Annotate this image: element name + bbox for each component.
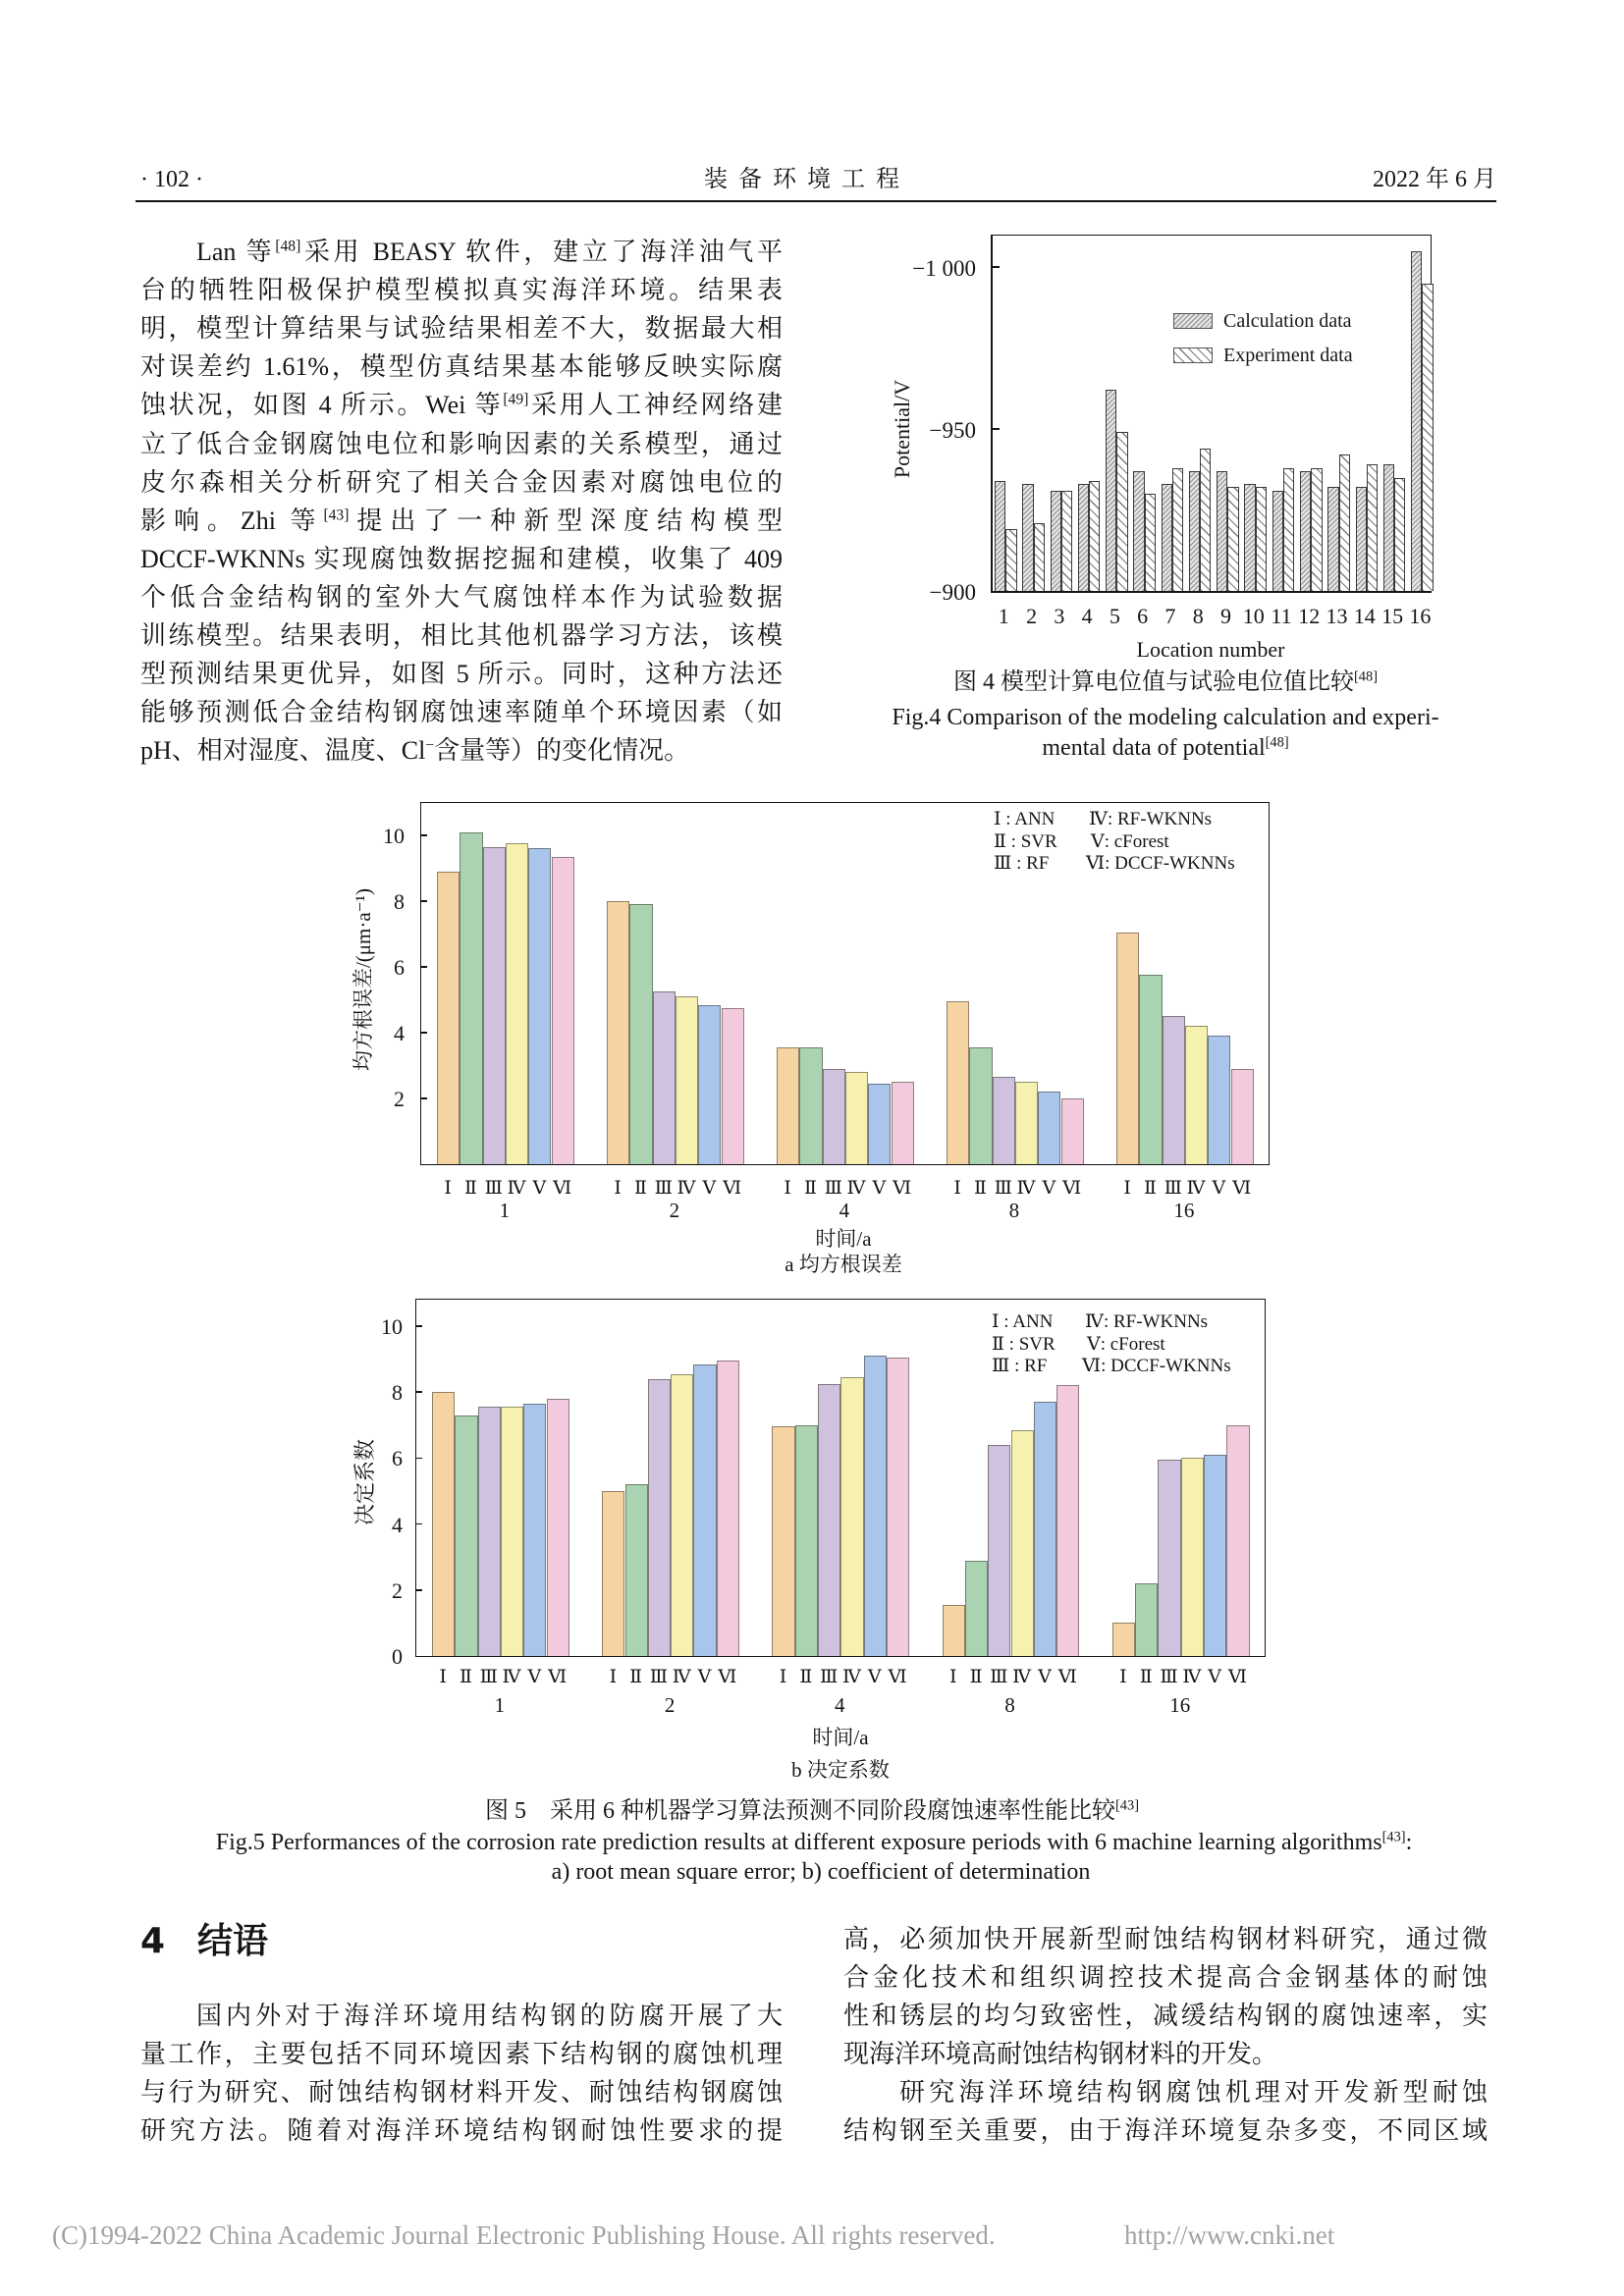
bar-rf-wknns-4: [840, 1377, 863, 1656]
bar-label: Ⅴ: [532, 1177, 546, 1199]
y-tick-label: −900: [929, 580, 976, 605]
bar-rf-wknns-1: [501, 1407, 523, 1656]
citation: [48]: [275, 238, 301, 255]
bar-cforest-2: [693, 1364, 716, 1656]
bar-dccf-wknns-2: [717, 1361, 739, 1656]
bar-cforest-8: [1038, 1092, 1060, 1164]
bar-experiment-data-13: [1339, 454, 1350, 591]
citation: [43]: [323, 507, 350, 524]
caption-text: Fig.5 Performances of the corrosion rate prediction results at different exposure periods with 6 machine learning algorithms: [215, 1830, 1382, 1855]
bar-calculation-data-5: [1106, 390, 1116, 591]
bar-rf-wknns-8: [1015, 1082, 1038, 1164]
bar-label: Ⅲ: [994, 1177, 1011, 1199]
text-line: 能够预测低合金结构钢腐蚀速率随单个环境因素（如: [140, 698, 783, 726]
bar-label: Ⅴ: [702, 1177, 716, 1199]
bar-label: Ⅴ: [1208, 1666, 1220, 1687]
bar-label: Ⅴ: [872, 1177, 886, 1199]
bar-experiment-data-14: [1367, 464, 1378, 591]
bar-label: Ⅳ: [1016, 1177, 1035, 1199]
fig5a-x-axis-label: 时间/a: [815, 1227, 872, 1251]
bar-label: Ⅲ: [1160, 1666, 1177, 1687]
bar-cforest-1: [528, 848, 551, 1164]
bar-svr-16: [1135, 1583, 1158, 1656]
bar-svr-8: [965, 1561, 988, 1656]
bar-experiment-data-7: [1172, 468, 1183, 591]
publisher-url: http://www.cnki.net: [1124, 2220, 1335, 2250]
y-tick-label: 0: [392, 1644, 403, 1669]
fig4-caption-cn: [953, 668, 1378, 696]
bar-label: Ⅲ: [990, 1666, 1007, 1687]
citation: [43]: [1381, 1829, 1406, 1845]
bar-dccf-wknns-16: [1231, 1069, 1254, 1164]
category-label: 14: [1353, 604, 1376, 628]
issue-date: 2022 年 6 月: [1373, 167, 1496, 192]
y-tick-mark: [421, 966, 427, 968]
bar-label: Ⅳ: [502, 1666, 520, 1687]
bar-calculation-data-13: [1327, 487, 1338, 591]
y-tick-label: 10: [383, 824, 405, 848]
bar-dccf-wknns-1: [547, 1399, 569, 1656]
bar-calculation-data-8: [1189, 471, 1200, 591]
bar-label: Ⅵ: [1232, 1177, 1251, 1199]
bar-calculation-data-1: [995, 481, 1005, 591]
bar-label: Ⅳ: [507, 1177, 525, 1199]
text-segment: 采用人工神经网络建: [528, 391, 783, 419]
text-line: 国内外对于海洋环境用结构钢的防腐开展了大: [196, 2002, 783, 2030]
bar-calculation-data-14: [1356, 487, 1367, 591]
bar-label: Ⅰ: [444, 1177, 451, 1199]
category-label: 1: [494, 1693, 506, 1717]
bar-ann-2: [607, 901, 629, 1164]
bar-label: Ⅵ: [1062, 1177, 1081, 1199]
bar-experiment-data-2: [1034, 523, 1045, 591]
bar-calculation-data-4: [1078, 484, 1089, 591]
category-label: 11: [1271, 604, 1292, 628]
bar-calculation-data-10: [1244, 484, 1255, 591]
bar-label: Ⅰ: [953, 1177, 960, 1199]
bar-rf-4: [818, 1384, 840, 1656]
bar-rf-wknns-16: [1181, 1458, 1204, 1656]
bar-label: Ⅴ: [527, 1666, 541, 1687]
bar-experiment-data-9: [1227, 487, 1238, 591]
bar-svr-8: [969, 1047, 992, 1164]
bar-label: Ⅵ: [1227, 1666, 1246, 1687]
bar-cforest-2: [698, 1005, 721, 1164]
y-tick-label: 8: [394, 889, 405, 914]
section-number: 4: [140, 1921, 166, 1961]
bar-svr-1: [455, 1415, 477, 1656]
text-line: 研究海洋环境结构钢腐蚀机理对开发新型耐蚀: [899, 2078, 1488, 2107]
legend-swatch-calculation: [1173, 313, 1213, 329]
bar-rf-8: [988, 1445, 1010, 1656]
category-label: 2: [1026, 604, 1038, 628]
bar-ann-4: [777, 1047, 799, 1164]
bar-label: Ⅰ: [784, 1177, 790, 1199]
legend-label-experiment: Experiment data: [1223, 345, 1353, 366]
category-label: 1: [998, 604, 1009, 628]
bar-label: Ⅱ: [1143, 1177, 1156, 1199]
y-tick-label: 10: [381, 1314, 403, 1339]
bar-rf-16: [1158, 1460, 1180, 1656]
text-line: 立了低合金钢腐蚀电位和影响因素的关系模型，通过: [140, 430, 783, 458]
bar-label: Ⅰ: [609, 1666, 617, 1687]
category-label: 9: [1219, 604, 1231, 628]
y-tick-mark: [993, 266, 1000, 268]
bar-cforest-16: [1208, 1036, 1230, 1164]
bar-label: Ⅲ: [479, 1666, 497, 1687]
bar-label: Ⅴ: [867, 1666, 881, 1687]
text-line: 量工作，主要包括不同环境因素下结构钢的腐蚀机理: [140, 2040, 783, 2068]
journal-title: 装备环境工程: [704, 167, 910, 192]
bar-ann-1: [432, 1392, 455, 1656]
text-line: [140, 386, 783, 424]
section-title: 结语: [197, 1921, 269, 1961]
citation: [48]: [1354, 668, 1378, 685]
bar-label: Ⅵ: [553, 1177, 571, 1199]
fig5a-subcaption: a 均方根误差: [785, 1253, 902, 1276]
header-rule: [135, 200, 1496, 202]
bar-label: Ⅳ: [677, 1177, 695, 1199]
bar-experiment-data-5: [1116, 432, 1127, 591]
category-label: 13: [1326, 604, 1348, 628]
fig5b-y-axis-label: 决定系数: [352, 1438, 377, 1526]
category-label: 7: [1164, 604, 1176, 628]
text-line: 对误差约 1.61%，模型仿真结果基本能够反映实际腐: [140, 352, 783, 381]
bar-label: Ⅱ: [463, 1177, 476, 1199]
text-line: [196, 233, 783, 271]
category-label: 1: [499, 1199, 511, 1222]
text-line: 型预测结果更优异，如图 5 所示。同时，这种方法还: [140, 660, 783, 688]
category-label: 4: [835, 1693, 845, 1717]
bar-experiment-data-11: [1283, 468, 1294, 591]
fig5a-legend-item: Ⅵ: DCCF-WKNNs: [1086, 853, 1235, 874]
bar-ann-2: [602, 1491, 624, 1656]
bar-label: Ⅳ: [672, 1666, 690, 1687]
bar-rf-wknns-2: [676, 996, 698, 1164]
bar-experiment-data-10: [1256, 487, 1267, 591]
caption-text: :: [1405, 1830, 1413, 1855]
bar-rf-8: [993, 1077, 1015, 1164]
bar-rf-wknns-1: [506, 843, 528, 1164]
category-label: 2: [664, 1693, 676, 1717]
fig5a-legend-item: Ⅲ : RF: [994, 853, 1050, 874]
category-label: 4: [1081, 604, 1093, 628]
fig5b-subcaption: b 决定系数: [791, 1758, 890, 1782]
text-segment: 蚀状况，如图 4 所示。Wei 等: [140, 391, 504, 419]
fig5a-legend-item: Ⅱ : SVR: [994, 831, 1057, 852]
bar-ann-1: [437, 872, 460, 1164]
fig5-caption-en-line2: a) root mean square error; b) coefficient of determination: [551, 1859, 1091, 1885]
bar-rf-2: [653, 991, 676, 1164]
bar-cforest-1: [523, 1404, 546, 1656]
bar-svr-16: [1139, 975, 1162, 1164]
bar-calculation-data-12: [1300, 471, 1311, 591]
bar-label: Ⅱ: [969, 1666, 982, 1687]
caption-text: mental data of potential: [1042, 735, 1266, 761]
bar-cforest-8: [1034, 1402, 1056, 1656]
bar-label: Ⅰ: [439, 1666, 446, 1687]
text-line: 台的牺牲阳极保护模型模拟真实海洋环境。结果表: [140, 276, 783, 304]
bar-dccf-wknns-16: [1226, 1425, 1249, 1656]
category-label: 16: [1409, 604, 1432, 628]
bar-dccf-wknns-1: [552, 857, 574, 1164]
text-segment: 含量等）的变化情况。: [434, 736, 690, 765]
y-tick-mark: [416, 1458, 422, 1460]
bar-ann-16: [1112, 1623, 1135, 1656]
bar-experiment-data-12: [1311, 468, 1322, 591]
bar-rf-wknns-2: [671, 1374, 693, 1656]
text-segment: Lan 等: [196, 238, 276, 266]
bar-label: Ⅱ: [633, 1177, 646, 1199]
fig5b-legend-item: Ⅳ: RF-WKNNs: [1085, 1311, 1209, 1332]
bar-label: Ⅲ: [484, 1177, 502, 1199]
fig5b-legend-item: Ⅲ : RF: [992, 1356, 1048, 1376]
y-tick-mark: [421, 1032, 427, 1034]
y-tick-mark: [421, 1097, 427, 1099]
bar-label: Ⅳ: [1182, 1666, 1201, 1687]
bar-label: Ⅳ: [1012, 1666, 1031, 1687]
bar-dccf-wknns-8: [1056, 1385, 1079, 1656]
fig5b-legend-item: Ⅱ : SVR: [992, 1334, 1056, 1355]
bar-label: Ⅲ: [824, 1177, 841, 1199]
y-tick-mark: [416, 1523, 422, 1525]
bar-label: Ⅱ: [1139, 1666, 1152, 1687]
bar-dccf-wknns-2: [722, 1008, 744, 1164]
category-label: 6: [1137, 604, 1149, 628]
bar-label: Ⅰ: [948, 1666, 956, 1687]
bar-label: Ⅳ: [841, 1666, 860, 1687]
bar-rf-1: [483, 847, 506, 1164]
bar-rf-wknns-16: [1185, 1026, 1208, 1164]
category-label: 3: [1054, 604, 1065, 628]
bar-dccf-wknns-4: [892, 1082, 914, 1164]
bar-label: Ⅲ: [654, 1177, 672, 1199]
bar-label: Ⅵ: [893, 1177, 911, 1199]
y-tick-label: 2: [394, 1087, 405, 1111]
bar-experiment-data-6: [1145, 494, 1156, 591]
fig5a-legend-item: Ⅰ : ANN: [994, 809, 1056, 829]
category-label: 8: [1004, 1693, 1015, 1717]
bar-cforest-4: [868, 1084, 891, 1164]
bar-label: Ⅵ: [888, 1666, 906, 1687]
bar-ann-8: [943, 1605, 965, 1656]
bar-experiment-data-1: [1005, 529, 1016, 591]
bar-label: Ⅵ: [718, 1666, 736, 1687]
bar-calculation-data-11: [1272, 491, 1283, 591]
fig4-y-axis-label: Potential/V: [890, 379, 914, 479]
bar-ann-4: [772, 1426, 794, 1656]
bar-cforest-16: [1204, 1455, 1226, 1656]
bar-svr-2: [629, 904, 652, 1164]
bar-experiment-data-4: [1089, 481, 1100, 591]
text-line: DCCF-WKNNs 实现腐蚀数据挖掘和建模，收集了 409: [140, 545, 783, 573]
text-line: 合金化技术和组织调控技术提高合金钢基体的耐蚀: [843, 1963, 1488, 1992]
bar-rf-wknns-8: [1011, 1430, 1034, 1656]
category-label: 8: [1008, 1199, 1020, 1222]
bar-experiment-data-3: [1061, 491, 1072, 591]
text-line: 明，模型计算结果与试验结果相差不大，数据最大相: [140, 314, 783, 343]
category-label: 10: [1242, 604, 1265, 628]
bar-calculation-data-9: [1217, 471, 1227, 591]
text-segment: 影响。Zhi 等: [140, 507, 324, 535]
text-line: [140, 731, 783, 770]
citation: [48]: [1265, 734, 1289, 751]
bar-label: Ⅱ: [973, 1177, 986, 1199]
bar-calculation-data-2: [1022, 484, 1033, 591]
category-label: 8: [1192, 604, 1204, 628]
text-line: 与行为研究、耐蚀结构钢材料开发、耐蚀结构钢腐蚀: [140, 2078, 783, 2107]
category-label: 12: [1298, 604, 1321, 628]
bar-cforest-4: [864, 1356, 887, 1656]
y-tick-mark: [416, 1325, 422, 1327]
fig5b-legend-item: Ⅰ : ANN: [992, 1311, 1054, 1332]
bar-label: Ⅴ: [1038, 1666, 1051, 1687]
fig4-caption-en-line2: [1042, 734, 1288, 762]
fig5b-x-axis-label: 时间/a: [812, 1726, 869, 1749]
bar-rf-2: [648, 1379, 671, 1656]
bar-label: Ⅵ: [1057, 1666, 1076, 1687]
bar-svr-2: [625, 1484, 648, 1656]
y-tick-label: 4: [392, 1512, 403, 1537]
text-line: 性和锈层的均匀致密性，减缓结构钢的腐蚀速率，实: [843, 2002, 1488, 2030]
text-line: 皮尔森相关分析研究了相关合金因素对腐蚀电位的: [140, 468, 783, 497]
bar-label: Ⅱ: [799, 1666, 812, 1687]
fig4-caption-en-line1: Fig.4 Comparison of the modeling calculation and experi-: [892, 705, 1439, 730]
y-tick-label: −950: [929, 418, 976, 443]
fig5b-legend-item: Ⅴ: cForest: [1087, 1334, 1165, 1355]
text-line: 现海洋环境高耐蚀结构钢材料的开发。: [843, 2040, 1278, 2068]
fig5a-legend-item: Ⅴ: cForest: [1091, 831, 1169, 852]
category-label: 4: [839, 1199, 850, 1222]
bar-label: Ⅲ: [649, 1666, 668, 1687]
text-line: 训练模型。结果表明，相比其他机器学习方法，该模: [140, 621, 783, 650]
bar-ann-8: [947, 1001, 969, 1164]
bar-ann-16: [1116, 933, 1139, 1164]
bar-svr-1: [460, 832, 482, 1164]
citation: [43]: [1115, 1797, 1139, 1814]
bar-label: Ⅱ: [459, 1666, 471, 1687]
copyright-notice: (C)1994-2022 China Academic Journal Electronic Publishing House. All rights reserved.: [52, 2220, 996, 2250]
bar-calculation-data-7: [1162, 484, 1172, 591]
bar-label: Ⅴ: [1212, 1177, 1225, 1199]
fig5b-legend-item: Ⅵ: DCCF-WKNNs: [1082, 1356, 1231, 1376]
bar-label: Ⅴ: [697, 1666, 711, 1687]
fig5a-legend-item: Ⅳ: RF-WKNNs: [1089, 809, 1213, 829]
category-label: 15: [1381, 604, 1404, 628]
bar-calculation-data-15: [1383, 464, 1394, 591]
text-line: 结构钢至关重要，由于海洋环境复杂多变，不同区域: [843, 2116, 1488, 2145]
bar-label: Ⅳ: [1186, 1177, 1205, 1199]
category-label: 2: [669, 1199, 680, 1222]
bar-label: Ⅳ: [846, 1177, 865, 1199]
text-line: 个低合金结构钢的室外大气腐蚀样本作为试验数据: [140, 583, 783, 612]
y-tick-label: 6: [392, 1446, 403, 1471]
bar-rf-wknns-4: [845, 1072, 868, 1164]
text-line: [140, 502, 783, 540]
y-tick-mark: [416, 1391, 422, 1393]
bar-calculation-data-3: [1051, 491, 1061, 591]
bar-dccf-wknns-4: [887, 1358, 909, 1656]
fig5a-y-axis-label: 均方根误差/(μm·a⁻¹): [352, 887, 375, 1072]
page-number: · 102 ·: [140, 167, 203, 192]
fig4-x-axis-label: Location number: [1136, 637, 1285, 662]
bar-label: Ⅵ: [723, 1177, 741, 1199]
bar-experiment-data-16: [1422, 284, 1433, 592]
y-tick-label: 4: [394, 1021, 405, 1045]
text-segment: pH、相对湿度、温度、Cl: [140, 736, 426, 765]
text-segment: 采用 BEASY 软件，建立了海洋油气平: [300, 238, 783, 266]
bar-calculation-data-16: [1411, 251, 1422, 592]
text-line: 高，必须加快开展新型耐蚀结构钢材料研究，通过微: [843, 1925, 1488, 1953]
bar-calculation-data-6: [1133, 471, 1144, 591]
y-tick-mark: [421, 834, 427, 836]
bar-experiment-data-15: [1394, 478, 1405, 592]
y-tick-label: 6: [394, 955, 405, 980]
category-label: 16: [1169, 1693, 1191, 1717]
y-tick-mark: [416, 1589, 422, 1591]
bar-rf-16: [1163, 1016, 1185, 1164]
citation: [49]: [503, 391, 529, 408]
y-tick-label: 8: [392, 1380, 403, 1406]
y-tick-label: 2: [392, 1577, 403, 1603]
bar-label: Ⅰ: [614, 1177, 621, 1199]
superscript-minus: −: [425, 736, 435, 754]
bar-label: Ⅰ: [779, 1666, 786, 1687]
bar-label: Ⅵ: [548, 1666, 567, 1687]
bar-label: Ⅲ: [819, 1666, 838, 1687]
fig5-caption-en-line1: [216, 1829, 1413, 1856]
bar-label: Ⅰ: [1123, 1177, 1130, 1199]
legend-label-calculation: Calculation data: [1223, 310, 1352, 332]
bar-label: Ⅱ: [629, 1666, 642, 1687]
bar-dccf-wknns-8: [1061, 1098, 1084, 1164]
legend-swatch-experiment: [1173, 347, 1213, 363]
bar-label: Ⅴ: [1042, 1177, 1056, 1199]
text-segment: 提出了一种新型深度结构模型: [349, 507, 783, 535]
fig4-plot-area: [991, 235, 1432, 593]
fig5-caption-cn: [485, 1797, 1139, 1825]
bar-label: Ⅰ: [1119, 1666, 1126, 1687]
category-label: 5: [1109, 604, 1120, 628]
caption-text: 图 4 模型计算电位值与试验电位值比较: [953, 669, 1355, 695]
y-tick-mark: [993, 428, 1000, 430]
y-tick-label: −1 000: [912, 256, 976, 281]
bar-rf-4: [823, 1069, 845, 1164]
category-label: 16: [1173, 1199, 1195, 1222]
text-line: 研究方法。随着对海洋环境结构钢耐蚀性要求的提: [140, 2116, 783, 2145]
bar-svr-4: [795, 1425, 818, 1656]
y-tick-mark: [421, 900, 427, 902]
bar-label: Ⅲ: [1164, 1177, 1181, 1199]
caption-text: 图 5 采用 6 种机器学习算法预测不同阶段腐蚀速率性能比较: [485, 1798, 1116, 1824]
bar-experiment-data-8: [1200, 449, 1211, 591]
bar-svr-4: [799, 1047, 822, 1164]
bar-label: Ⅱ: [803, 1177, 816, 1199]
bar-rf-1: [478, 1407, 501, 1656]
